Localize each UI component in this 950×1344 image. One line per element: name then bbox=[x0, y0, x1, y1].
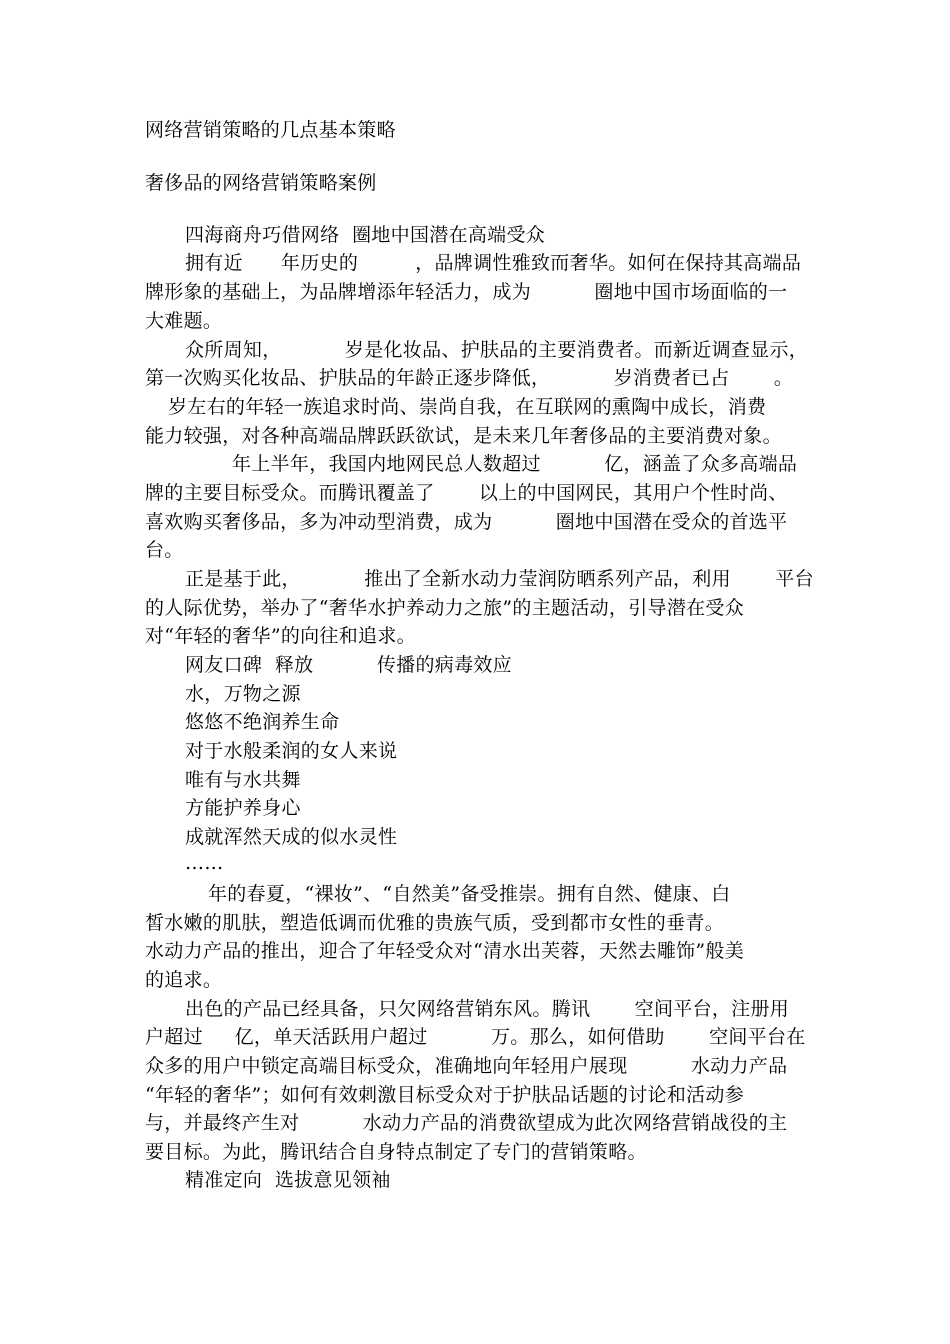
poem-line: 对于水般柔润的女人来说 bbox=[185, 740, 398, 762]
article-title: 四海商舟巧借网络 圈地中国潜在高端受众 bbox=[185, 224, 546, 246]
text-line: 岁左右的年轻一族追求时尚、崇尚自我，在互联网的熏陶中成长，消费 bbox=[168, 396, 767, 418]
text-line: 对“年轻的奢华”的向往和追求。 bbox=[145, 625, 416, 647]
text-line: 年的春夏，“裸妆”、“自然美”备受推崇。拥有自然、健康、白 bbox=[208, 883, 731, 905]
section-subtitle: 精准定向 选拔意见领袖 bbox=[185, 1169, 391, 1191]
text-line: 的追求。 bbox=[145, 969, 223, 991]
text-line: 出色的产品已经具备，只欠网络营销东风。腾讯 空间平台，注册用 bbox=[185, 998, 790, 1020]
section-subtitle: 网友口碑 释放 传播的病毒效应 bbox=[185, 654, 512, 676]
poem-line: 悠悠不绝润养生命 bbox=[185, 711, 340, 733]
text-line: 拥有近 年历史的 ，品牌调性雅致而奢华。如何在保持其高端品 bbox=[185, 252, 802, 274]
text-line: 众多的用户中锁定高端目标受众，准确地向年轻用户展现 水动力产品 bbox=[145, 1055, 788, 1077]
text-line: 第一次购买化妆品、护肤品的年龄正逐步降低， 岁消费者已占 。 bbox=[145, 367, 794, 389]
text-line: 喜欢购买奢侈品，多为冲动型消费，成为 圈地中国潜在受众的首选平 bbox=[145, 511, 788, 533]
poem-line: 方能护养身心 bbox=[185, 797, 301, 819]
text-line: 正是基于此， 推出了全新水动力莹润防晒系列产品，利用 平台 bbox=[185, 568, 814, 590]
text-line: 年上半年，我国内地网民总人数超过 亿，涵盖了众多高端品 bbox=[232, 453, 798, 475]
text-line: 牌形象的基础上，为品牌增添年轻活力，成为 圈地中国市场面临的一 bbox=[145, 281, 788, 303]
text-line: 户超过 亿，单天活跃用户超过 万。那么，如何借助 空间平台在 bbox=[145, 1026, 806, 1048]
doc-heading-1: 网络营销策略的几点基本策略 bbox=[145, 119, 396, 141]
text-line: 要目标。为此，腾讯结合自身特点制定了专门的营销策略。 bbox=[145, 1141, 647, 1163]
text-line: 牌的主要目标受众。而腾讯覆盖了 以上的中国网民，其用户个性时尚、 bbox=[145, 482, 788, 504]
text-line: 台。 bbox=[145, 539, 184, 561]
text-line: 水动力产品的推出，迎合了年轻受众对“清水出芙蓉，天然去雕饰”般美 bbox=[145, 940, 745, 962]
text-line: 众所周知， 岁是化妆品、护肤品的主要消费者。而新近调查显示， bbox=[185, 339, 809, 361]
text-line: 能力较强，对各种高端品牌跃跃欲试，是未来几年奢侈品的主要消费对象。 bbox=[145, 425, 782, 447]
text-line: 与，并最终产生对 水动力产品的消费欲望成为此次网络营销战役的主 bbox=[145, 1112, 788, 1134]
poem-line: 水，万物之源 bbox=[185, 683, 301, 705]
poem-line: 成就浑然天成的似水灵性 bbox=[185, 826, 398, 848]
text-line: “年轻的奢华”；如何有效刺激目标受众对于护肤品话题的讨论和活动参 bbox=[145, 1084, 745, 1106]
text-line: 大难题。 bbox=[145, 310, 223, 332]
text-line: 皙水嫩的肌肤，塑造低调而优雅的贵族气质，受到都市女性的垂青。 bbox=[145, 912, 725, 934]
doc-heading-2: 奢侈品的网络营销策略案例 bbox=[145, 172, 377, 194]
poem-line: 唯有与水共舞 bbox=[185, 769, 301, 791]
text-line: 的人际优势，举办了“奢华水护养动力之旅”的主题活动，引导潜在受众 bbox=[145, 597, 745, 619]
ellipsis: …… bbox=[185, 852, 224, 874]
